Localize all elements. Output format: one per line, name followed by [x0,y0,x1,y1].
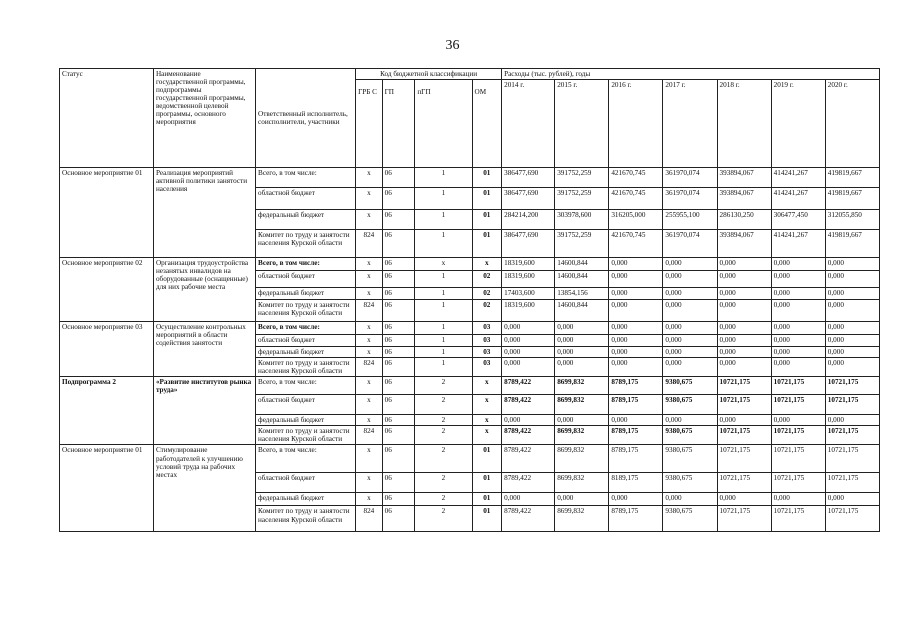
grbs-cell: 824 [356,230,383,258]
om-cell: 01 [472,168,502,188]
value-cell: 0,000 [771,258,825,271]
pgp-cell: 1 [415,210,472,230]
value-cell: 414241,267 [771,168,825,188]
value-cell: 393894,067 [717,188,771,210]
pgp-cell: 2 [415,426,472,445]
gp-cell: 06 [382,271,415,288]
table-header [60,69,880,168]
pgp-cell: 2 [415,493,472,506]
grbs-cell: 824 [356,300,383,322]
om-cell: 01 [472,230,502,258]
om-cell: 01 [472,506,502,532]
gp-cell: 06 [382,445,415,473]
pgp-cell: 2 [415,506,472,532]
page-number: 36 [445,38,460,53]
value-cell: 0,000 [717,322,771,335]
value-cell: 18319,600 [502,300,555,322]
om-cell: 02 [472,271,502,288]
value-cell: 0,000 [609,415,663,426]
value-cell: 9380,675 [663,395,717,415]
value-cell: 0,000 [717,300,771,322]
header-year: 2014 г. [502,80,555,168]
value-cell: 0,000 [502,335,555,347]
value-cell: 8789,175 [609,445,663,473]
value-cell: 8789,422 [502,377,555,395]
value-cell: 421670,745 [609,168,663,188]
value-cell: 8789,422 [502,506,555,532]
value-cell: 284214,200 [502,210,555,230]
executor-cell: Всего, в том числе: [256,377,356,395]
header-pgp: пГП [415,80,472,168]
value-cell: 18319,600 [502,258,555,271]
grbs-cell: х [356,395,383,415]
grbs-cell: х [356,210,383,230]
value-cell: 0,000 [771,493,825,506]
executor-cell: Комитет по труду и занятости населения Курской области [256,426,356,445]
pgp-cell: 2 [415,415,472,426]
pgp-cell: 2 [415,445,472,473]
value-cell: 0,000 [825,335,879,347]
value-cell: 18319,600 [502,271,555,288]
pgp-cell: 2 [415,377,472,395]
value-cell: 0,000 [825,415,879,426]
gp-cell: 06 [382,210,415,230]
pgp-cell: 1 [415,188,472,210]
value-cell: 0,000 [555,415,609,426]
om-cell: 01 [472,473,502,493]
grbs-cell: х [356,377,383,395]
grbs-cell: х [356,271,383,288]
grbs-cell: х [356,415,383,426]
name-cell: Осуществление контрольных мероприятий в области содействия занятости [153,322,255,377]
executor-cell: Комитет по труду и занятости населения Курской области [256,300,356,322]
value-cell: 8789,422 [502,395,555,415]
gp-cell: 06 [382,415,415,426]
table-row [60,445,880,473]
value-cell: 414241,267 [771,230,825,258]
status-cell: Основное мероприятие 03 [60,322,154,377]
executor-cell: федеральный бюджет [256,415,356,426]
value-cell: 14600,844 [555,300,609,322]
executor-cell: Всего, в том числе: [256,445,356,473]
value-cell: 0,000 [663,288,717,300]
value-cell: 10721,175 [717,426,771,445]
pgp-cell: 1 [415,230,472,258]
value-cell: 414241,267 [771,188,825,210]
value-cell: 0,000 [609,322,663,335]
executor-cell: федеральный бюджет [256,347,356,358]
value-cell: 0,000 [663,322,717,335]
om-cell: 02 [472,300,502,322]
pgp-cell: 1 [415,288,472,300]
value-cell: 386477,690 [502,168,555,188]
pgp-cell: 1 [415,168,472,188]
value-cell: 9380,675 [663,473,717,493]
grbs-cell: х [356,258,383,271]
value-cell: 0,000 [502,415,555,426]
table-row [60,377,880,395]
om-cell: х [472,377,502,395]
value-cell: 10721,175 [825,473,879,493]
executor-cell: Всего, в том числе: [256,322,356,335]
value-cell: 419819,667 [825,230,879,258]
gp-cell: 06 [382,358,415,377]
table-row [60,168,880,188]
value-cell: 391752,259 [555,188,609,210]
gp-cell: 06 [382,322,415,335]
value-cell: 0,000 [825,347,879,358]
pgp-cell: 2 [415,473,472,493]
value-cell: 10721,175 [825,445,879,473]
value-cell: 0,000 [663,335,717,347]
value-cell: 14600,844 [555,271,609,288]
value-cell: 0,000 [663,415,717,426]
om-cell: 03 [472,335,502,347]
value-cell: 0,000 [555,322,609,335]
value-cell: 0,000 [663,300,717,322]
gp-cell: 06 [382,335,415,347]
value-cell: 10721,175 [717,395,771,415]
value-cell: 0,000 [771,288,825,300]
gp-cell: 06 [382,288,415,300]
name-cell: «Развитие институтов рынка труда» [153,377,255,445]
value-cell: 391752,259 [555,168,609,188]
header-year: 2020 г. [825,80,879,168]
value-cell: 17403,600 [502,288,555,300]
value-cell: 303978,600 [555,210,609,230]
value-cell: 0,000 [717,335,771,347]
gp-cell: 06 [382,300,415,322]
value-cell: 286130,250 [717,210,771,230]
value-cell: 391752,259 [555,230,609,258]
value-cell: 0,000 [663,358,717,377]
value-cell: 0,000 [502,358,555,377]
om-cell: 03 [472,347,502,358]
value-cell: 8699,832 [555,506,609,532]
pgp-cell: 1 [415,271,472,288]
gp-cell: 06 [382,395,415,415]
value-cell: 8699,832 [555,426,609,445]
om-cell: х [472,258,502,271]
value-cell: 0,000 [609,347,663,358]
value-cell: 0,000 [771,271,825,288]
value-cell: 0,000 [555,358,609,377]
header-expenses: Расходы (тыс. рублей), годы [502,69,880,80]
value-cell: 9380,675 [663,426,717,445]
value-cell: 10721,175 [771,506,825,532]
value-cell: 306477,450 [771,210,825,230]
executor-cell: областной бюджет [256,395,356,415]
budget-table [59,68,880,532]
value-cell: 14600,844 [555,258,609,271]
executor-cell: областной бюджет [256,473,356,493]
value-cell: 0,000 [663,347,717,358]
value-cell: 10721,175 [771,445,825,473]
value-cell: 393894,067 [717,168,771,188]
gp-cell: 06 [382,258,415,271]
value-cell: 10721,175 [717,445,771,473]
value-cell: 0,000 [717,258,771,271]
header-gp: ГП [382,80,415,168]
grbs-cell: х [356,347,383,358]
value-cell: 421670,745 [609,230,663,258]
executor-cell: федеральный бюджет [256,493,356,506]
gp-cell: 06 [382,230,415,258]
value-cell: 8789,175 [609,395,663,415]
om-cell: 03 [472,358,502,377]
pgp-cell: 1 [415,358,472,377]
value-cell: 361970,074 [663,188,717,210]
value-cell: 8789,422 [502,445,555,473]
om-cell: 03 [472,322,502,335]
status-cell: Основное мероприятие 02 [60,258,154,322]
gp-cell: 06 [382,188,415,210]
header-budget-code: Код бюджетной классификации [356,69,502,80]
status-cell: Подпрограмма 2 [60,377,154,445]
pgp-cell: 1 [415,322,472,335]
value-cell: 0,000 [825,300,879,322]
gp-cell: 06 [382,347,415,358]
executor-cell: Комитет по труду и занятости населения Курской области [256,230,356,258]
value-cell: 0,000 [609,300,663,322]
value-cell: 0,000 [609,335,663,347]
value-cell: 0,000 [771,335,825,347]
table-row [60,258,880,271]
value-cell: 386477,690 [502,188,555,210]
value-cell: 9380,675 [663,377,717,395]
value-cell: 8789,175 [609,506,663,532]
header-year: 2015 г. [555,80,609,168]
header-executor: Ответственный исполнитель, соисполнители, участники [256,69,356,168]
value-cell: 0,000 [502,493,555,506]
value-cell: 316205,000 [609,210,663,230]
executor-cell: Всего, в том числе: [256,168,356,188]
om-cell: 01 [472,445,502,473]
executor-cell: областной бюджет [256,335,356,347]
header-om: ОМ [472,80,502,168]
value-cell: 0,000 [609,493,663,506]
value-cell: 8699,832 [555,395,609,415]
table-body [60,168,880,532]
value-cell: 10721,175 [771,395,825,415]
value-cell: 9380,675 [663,445,717,473]
grbs-cell: х [356,445,383,473]
grbs-cell: х [356,188,383,210]
om-cell: х [472,426,502,445]
header-year: 2016 г. [609,80,663,168]
value-cell: 8189,175 [609,473,663,493]
value-cell: 8789,175 [609,377,663,395]
gp-cell: 06 [382,506,415,532]
value-cell: 8789,422 [502,426,555,445]
value-cell: 419819,667 [825,168,879,188]
value-cell: 0,000 [555,335,609,347]
value-cell: 0,000 [825,358,879,377]
value-cell: 10721,175 [825,506,879,532]
status-cell: Основное мероприятие 01 [60,445,154,532]
value-cell: 10721,175 [771,426,825,445]
executor-cell: областной бюджет [256,271,356,288]
value-cell: 0,000 [825,493,879,506]
value-cell: 0,000 [825,288,879,300]
value-cell: 0,000 [609,358,663,377]
name-cell: Реализация мероприятий активной политики занятости населения [153,168,255,258]
om-cell: 01 [472,210,502,230]
value-cell: 8699,832 [555,445,609,473]
grbs-cell: х [356,288,383,300]
value-cell: 10721,175 [771,377,825,395]
om-cell: 01 [472,493,502,506]
value-cell: 0,000 [717,358,771,377]
value-cell: 0,000 [771,415,825,426]
name-cell: Стимулирование работодателей к улучшению условий труда на рабочих местах [153,445,255,532]
header-status: Статус [60,69,154,168]
header-year: 2017 г. [663,80,717,168]
grbs-cell: 824 [356,358,383,377]
value-cell: 0,000 [502,347,555,358]
value-cell: 0,000 [609,288,663,300]
value-cell: 10721,175 [771,473,825,493]
value-cell: 0,000 [771,358,825,377]
executor-cell: областной бюджет [256,188,356,210]
table-row [60,322,880,335]
value-cell: 0,000 [609,258,663,271]
grbs-cell: х [356,168,383,188]
value-cell: 9380,675 [663,506,717,532]
value-cell: 8789,175 [609,426,663,445]
value-cell: 8699,832 [555,377,609,395]
value-cell: 0,000 [825,258,879,271]
value-cell: 10721,175 [717,473,771,493]
name-cell: Организация трудоустройства незанятых инвалидов на оборудованные (оснащенные) для них рабочие места [153,258,255,322]
value-cell: 0,000 [502,322,555,335]
grbs-cell: 824 [356,506,383,532]
value-cell: 0,000 [717,415,771,426]
value-cell: 312055,850 [825,210,879,230]
grbs-cell: 824 [356,426,383,445]
value-cell: 361970,074 [663,168,717,188]
value-cell: 0,000 [717,271,771,288]
value-cell: 0,000 [663,493,717,506]
header-year: 2018 г. [717,80,771,168]
value-cell: 419819,667 [825,188,879,210]
gp-cell: 06 [382,473,415,493]
header-grbs: ГРБ С [356,80,383,168]
gp-cell: 06 [382,168,415,188]
value-cell: 10721,175 [717,506,771,532]
value-cell: 0,000 [663,271,717,288]
executor-cell: Комитет по труду и занятости населения Курской области [256,506,356,532]
value-cell: 0,000 [609,271,663,288]
value-cell: 0,000 [717,347,771,358]
value-cell: 10721,175 [825,377,879,395]
value-cell: 0,000 [825,271,879,288]
value-cell: 0,000 [825,322,879,335]
value-cell: 0,000 [771,322,825,335]
value-cell: 0,000 [771,347,825,358]
om-cell: х [472,395,502,415]
value-cell: 0,000 [717,493,771,506]
pgp-cell: 2 [415,395,472,415]
value-cell: 10721,175 [825,426,879,445]
value-cell: 361970,074 [663,230,717,258]
value-cell: 255955,100 [663,210,717,230]
value-cell: 10721,175 [717,377,771,395]
value-cell: 8699,832 [555,473,609,493]
om-cell: 02 [472,288,502,300]
value-cell: 393894,067 [717,230,771,258]
header-name: Наименование государственной программы, подпрограммы государственной программы, ведомственной целевой программы, основного мероприятия [153,69,255,168]
pgp-cell: 1 [415,335,472,347]
om-cell: 01 [472,188,502,210]
grbs-cell: х [356,473,383,493]
status-cell: Основное мероприятие 01 [60,168,154,258]
grbs-cell: х [356,493,383,506]
value-cell: 8789,422 [502,473,555,493]
pgp-cell: 1 [415,300,472,322]
pgp-cell: х [415,258,472,271]
executor-cell: Всего, в том числе: [256,258,356,271]
executor-cell: Комитет по труду и занятости населения Курской области [256,358,356,377]
value-cell: 0,000 [717,288,771,300]
grbs-cell: х [356,322,383,335]
value-cell: 0,000 [771,300,825,322]
value-cell: 421670,745 [609,188,663,210]
value-cell: 386477,690 [502,230,555,258]
value-cell: 0,000 [663,258,717,271]
value-cell: 10721,175 [825,395,879,415]
value-cell: 0,000 [555,347,609,358]
grbs-cell: х [356,335,383,347]
gp-cell: 06 [382,377,415,395]
gp-cell: 06 [382,426,415,445]
executor-cell: федеральный бюджет [256,210,356,230]
om-cell: х [472,415,502,426]
executor-cell: федеральный бюджет [256,288,356,300]
value-cell: 0,000 [555,493,609,506]
header-year: 2019 г. [771,80,825,168]
value-cell: 13854,156 [555,288,609,300]
pgp-cell: 1 [415,347,472,358]
gp-cell: 06 [382,493,415,506]
